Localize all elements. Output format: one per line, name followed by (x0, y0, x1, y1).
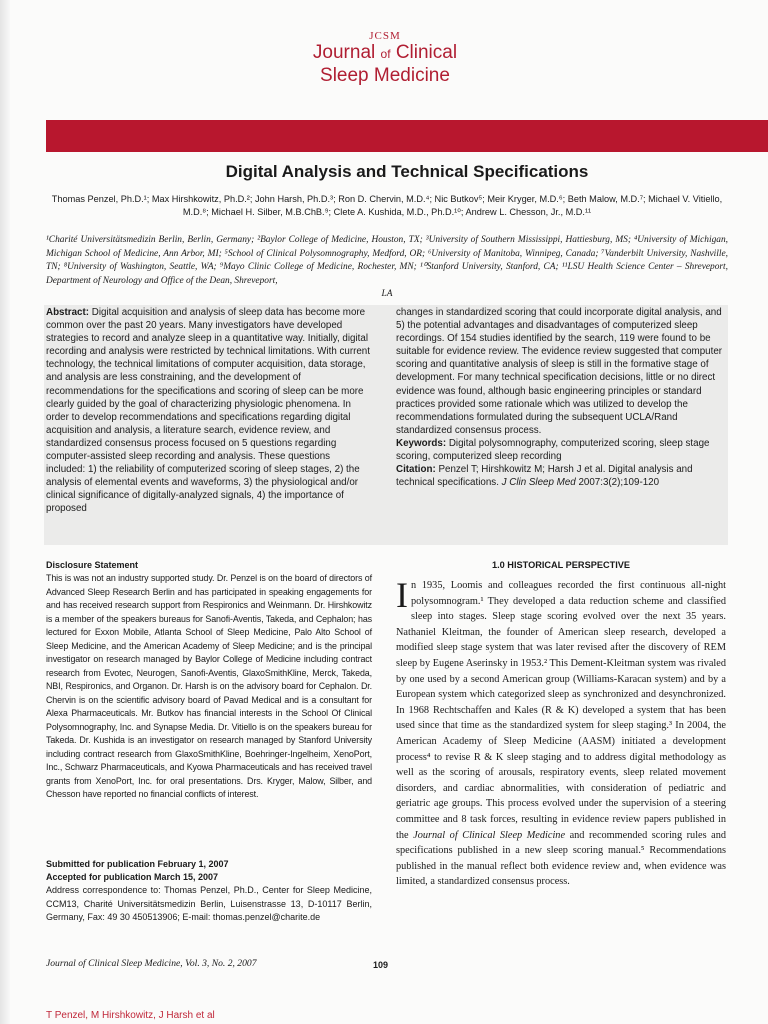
section-heading: 1.0 HISTORICAL PERSPECTIVE (491, 560, 631, 570)
disclosure-text: This is was not an industry supported study. Dr. Penzel is on the board of directors of Advanced Sleep Research Berlin and has participated in speaking engagements for and has received research support from Respironics and Weinmann. Dr. Hirshkowitz is a member of the speakers bureaus for Sanofi-Aventis, Takeda, and Cephalon; has lectured for Exxon Mobile, Atlanta School of Sleep Medicine, Palo Alto School of Sleep Medicine, and the American Academy of Sleep Medicine; and is the principal investigator on research managed by Baylor College of Medicine including contract research from Evotec, Neurogen, Sanofi-Aventis, GlaxoSmithKline, Merck, Takeda, NBI, Respironics, and Organon. Dr. Harsh is on the advisory board for Cephalon. Dr. Chervin is on the scientific advisory board of Pavad Medical and is a consultant for Alexa Pharmaceuticals. Mr. Butkov has financial interests in the School Of Clinical Polysomnography, Inc. and Synapse Media. Dr. Vitiello is on the speakers bureau for Takeda. Dr. Kushida is an investigator on research managed by Stanford University including contract research from GlaxoSmithKline, Boehringer-Ingelheim, XenoPort, Inc., Schwarz Pharmaceuticals, and Kyowa Pharmaceuticals and has received travel grants from XenoPort, Inc. for oral presentations. Drs. Kryger, Malow, Silber, and Chesson have reported no financial conflicts of interest. (46, 573, 372, 799)
section-body (396, 575, 727, 890)
abstract-left-column (46, 306, 371, 516)
citation-text: Penzel T; Hirshkowitz M; Harsh J et al. Digital analysis and technical specifications. (396, 464, 693, 489)
article-title: Digital Analysis and Technical Specifications (225, 162, 589, 181)
journal-title-line2: Sleep Medicine (320, 65, 450, 86)
page-edge-shadow (0, 0, 10, 1024)
author-list: Thomas Penzel, Ph.D.¹; Max Hirshkowitz, Ph.D.²; John Harsh, Ph.D.³; Ron D. Chervin, M.D.⁴; Nic Butkov⁵; Meir Kryger, M.D.⁶; Beth Malow, M.D.⁷; Michael V. Vitiello, M.D.⁸; Michael H. Silber, M.B.ChB.⁹; Clete A. Kushida, M.D., Ph.D.¹⁰; Andrew L. Chesson, Jr., M.D.¹¹ (51, 194, 723, 217)
keywords-label: Keywords: (396, 437, 447, 449)
keywords-text: Digital polysomnography, computerized scoring, sleep stage scoring, computerized sleep recording (396, 437, 710, 463)
drop-cap: I (396, 575, 408, 615)
abstract-text: Digital acquisition and analysis of sleep data has become more common over the past 20 years. Many investigators have developed strategies to record and analyze sleep in a quantitative way. Initially, digital recording and analysis were restricted by technical limitations. With current technology, the technical limitations of computer acquisition, data storage, and analysis are less constraining, and the development of recommendations for the specifications and scoring of sleep can be more clearly guided by the goal of characterizing physiologic phenomena. In order to develop recommendations and specifications regarding digital acquisition and analysis, a literature search, evidence review, and standardized consensus process focused on 5 questions regarding computer-assisted sleep recording and analysis. These questions included: 1) the reliability of computerized scoring of sleep stages, 2) the analysis of elemental events and waveforms, 3) the physiological and/or clinical significance of digitally-analyzed signals, 4) the importance of proposed (46, 307, 370, 515)
header-band (46, 120, 768, 152)
journal-title-word: Journal (312, 42, 376, 63)
keywords (396, 437, 726, 463)
correspondence-address: Address correspondence to: Thomas Penzel, Ph.D., Center for Sleep Medicine, CCM13, Charité Universitätsmedizin Berlin, Luisenstrasse 13, D-10117 Berlin, Germany, Fax: 49 30 450513906; E-mail: thomas.penzel@charite.de (46, 885, 372, 922)
body-paragraph-end: and recommended scoring rules and specifications published in a new sleep scoring manual.⁵ Recommendations published in the manual reflect both evidence review and, when evidence was limited, a standardized consensus process. (396, 829, 727, 888)
running-author-line: T Penzel, M Hirshkowitz, J Harsh et al (46, 1010, 215, 1021)
citation-ref: 2007:3(2);109-120 (578, 477, 660, 489)
journal-title-of: of (380, 47, 391, 61)
submission-dates (46, 858, 372, 884)
journal-acronym: JCSM (369, 30, 401, 42)
journal-title-line1 (300, 42, 470, 65)
journal-title-word: Clinical (395, 42, 458, 63)
footer-journal: Journal of Clinical Sleep Medicine, Vol. 3, No. 2, 2007 (46, 958, 257, 969)
abstract-right-column (396, 306, 726, 489)
abstract-continued: changes in standardized scoring that could incorporate digital analysis, and 5) the potential advantages and disadvantages of computerized sleep recordings. Of 154 studies identified by the search, 119 were found to be suitable for evidence review. The evidence review suggested that computer scoring and quantitative analysis of sleep is still in the formative stage of development. For many technical specification decisions, little or no direct evidence was found, although basic engineering principles or standard practices provided some rationale which was utilized to develop the recommendations formulated during the subsequent UCLA/Rand standardized consensus process. (396, 307, 723, 436)
submitted-date: Submitted for publication February 1, 2007 (46, 859, 229, 869)
body-paragraph: n 1935, Loomis and colleagues recorded the first continuous all-night polysomnogram.¹ They developed a data reduction scheme and classified sleep into stages. Sleep stage scoring evolved over the next 35 years. Nathaniel Kleitman, the founder of American sleep research, developed a modified sleep stage system that was later revised after the discovery of REM sleep by Eugene Aserinsky in 1953.² This Dement-Kleitman system was rivaled by one used by a second American group (Williams-Karacan system) and by a European system which categorized sleep as synchronized and desynchronized. In 1968 Rechtschaffen and Kales (R & K) developed a system that has been used since that time as the standardized system for sleep staging.³ In 2004, the American Academy of Sleep Medicine (AASM) initiated a development process⁴ to revise R & K sleep staging and to address digital methodology as well as the scoring of arousals, respiratory events, sleep related movement disorders, and cardiac abnormalities, with consideration of pediatric and geriatric age groups. This process evolved under the supervision of a steering committee and 8 task forces, resulting in evidence review papers published in the (396, 580, 726, 841)
citation-journal: J Clin Sleep Med (501, 477, 576, 489)
citation-label: Citation: (396, 464, 436, 476)
affiliations: ¹Charité Universitätsmedizin Berlin, Berlin, Germany; ²Baylor College of Medicine, Houston, TX; ³University of Southern Mississippi, Hattiesburg, MS; ⁴University of Michigan, Michigan School of Medicine, Ann Arbor, MI; ⁵School of Clinical Polysomnography, Medford, OR; ⁶University of Manitoba, Winnipeg, Canada; ⁷Vanderbilt University, Nashville, TN; ⁸University of Washington, Seattle, WA; ⁹Mayo Clinic College of Medicine, Rochester, MN; ¹⁰Stanford University, Stanford, CA; ¹¹LSU Health Science Center – Shreveport, Department of Neurology and Office of the Dean, Shreveport, (46, 235, 728, 286)
affiliations-tail: LA (381, 289, 393, 299)
citation (396, 463, 726, 489)
accepted-date: Accepted for publication March 15, 2007 (46, 872, 219, 882)
page-number: 109 (373, 960, 389, 970)
journal-masthead (300, 30, 470, 87)
disclosure-heading: Disclosure Statement (46, 560, 139, 570)
abstract-label: Abstract: (46, 307, 90, 318)
body-journal-ref: Journal of Clinical Sleep Medicine (413, 829, 566, 841)
